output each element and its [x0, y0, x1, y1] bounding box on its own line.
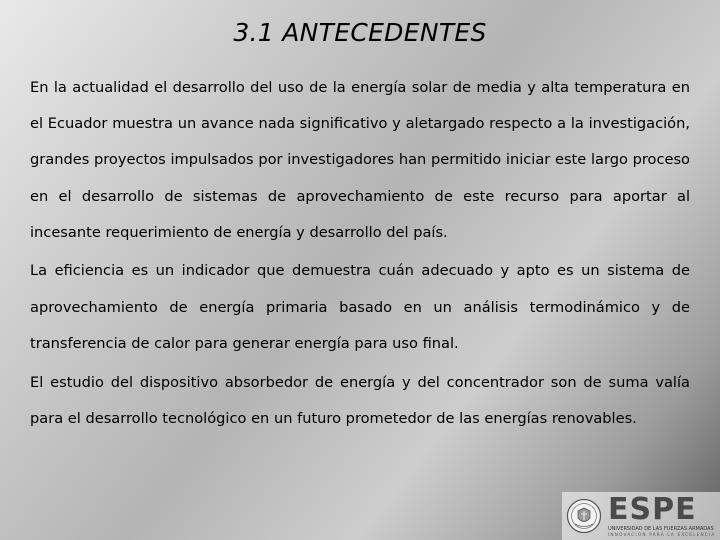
paragraph-eficiencia: La eficiencia es un indicador que demuestra cuán adecuado y apto es un sistema de aprovechamiento de energía primaria basado en un análisis termodinámico y de transferencia de calor para generar energía para uso final. — [30, 262, 690, 353]
logo-tagline: INNOVACIÓN PARA LA EXCELENCIA — [608, 531, 716, 537]
logo-subtitle: UNIVERSIDAD DE LAS FUERZAS ARMADAS — [608, 525, 714, 532]
slide-title: 3.1 ANTECEDENTES — [233, 18, 487, 47]
university-seal-icon — [566, 498, 602, 534]
logo-text — [608, 491, 716, 537]
slide-body — [30, 70, 690, 438]
paragraph-antecedentes: En la actualidad el desarrollo del uso de la energía solar de media y alta temperatura en el Ecuador muestra un avance nada significativo y aletargado respecto a la investigación, grandes proyectos impulsados por investigadores han permitido iniciar este largo proceso en el desarrollo de sistemas de aprovechamiento de este recurso para aportar al incesante requerimiento de energía y desarrollo del país. — [30, 79, 690, 241]
paragraph-estudio: El estudio del dispositivo absorbedor de energía y del concentrador son de suma valía para el desarrollo tecnológico en un futuro prometedor de las energías renovables. — [30, 373, 690, 428]
logo-wordmark: ESPE — [608, 491, 697, 527]
espe-logo — [562, 492, 720, 540]
